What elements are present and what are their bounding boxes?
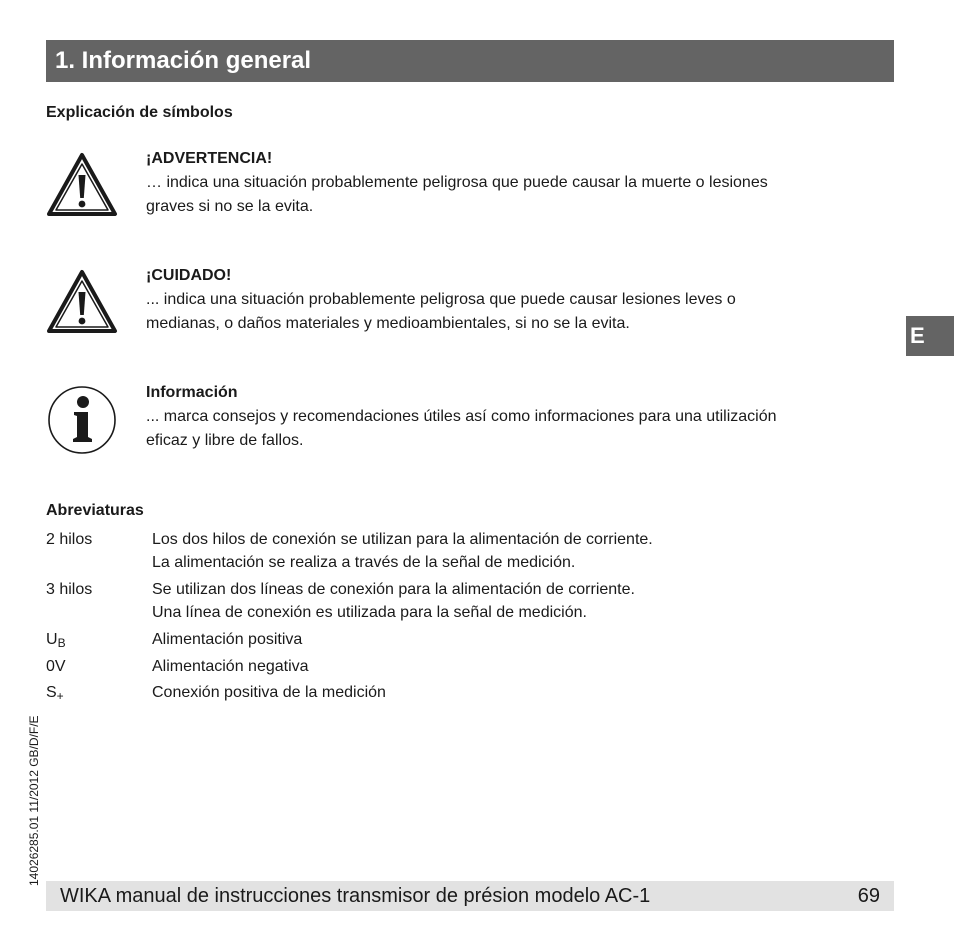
symbol-caution-text (146, 264, 886, 336)
definition-line: Conexión positiva de la medición (152, 684, 386, 701)
abbreviation-term: 3 hilos (46, 581, 93, 598)
abbreviation-definition (152, 528, 852, 574)
abbreviations-heading: Abreviaturas (46, 502, 144, 519)
abbreviation-definition (152, 578, 852, 624)
symbol-warning-text (146, 147, 886, 219)
symbol-description-line: eficaz y libre de fallos. (146, 432, 304, 449)
term-main: U (46, 631, 58, 648)
symbols-heading: Explicación de símbolos (46, 104, 233, 121)
symbol-information-text (146, 381, 886, 453)
abbreviation-term: 0V (46, 658, 66, 675)
information-icon (47, 385, 117, 460)
document-code: 14026285.01 11/2012 GB/D/F/E (27, 715, 41, 886)
definition-line: Los dos hilos de conexión se utilizan para la alimentación de corriente. (152, 531, 653, 548)
symbol-label: ¡CUIDADO! (146, 267, 232, 284)
definition-line: La alimentación se realiza a través de la señal de medición. (152, 554, 576, 571)
warning-triangle-icon (46, 151, 118, 222)
symbol-description-line: medianas, o daños materiales y medioambientales, si no se la evita. (146, 315, 630, 332)
term-main: S (46, 684, 57, 701)
symbol-description-line: ... marca consejos y recomendaciones útiles así como informaciones para una utilización (146, 408, 777, 425)
definition-line: Se utilizan dos líneas de conexión para la alimentación de corriente. (152, 581, 635, 598)
abbreviation-term (46, 681, 146, 708)
term-subscript: + (56, 689, 64, 703)
definition-line: Una línea de conexión es utilizada para la señal de medición. (152, 604, 587, 621)
page-title: 1. Información general (46, 40, 894, 82)
footer (46, 881, 894, 911)
abbreviation-definition (152, 655, 852, 678)
definition-line: Alimentación negativa (152, 658, 309, 675)
language-tab: E (906, 316, 954, 356)
symbol-description-line: … indica una situación probablemente peligrosa que puede causar la muerte o lesiones (146, 174, 768, 191)
abbreviation-term (46, 628, 146, 655)
symbol-label: ¡ADVERTENCIA! (146, 150, 273, 167)
abbreviation-definition (152, 681, 852, 704)
warning-triangle-icon (46, 268, 118, 339)
footer-title: WIKA manual de instrucciones transmisor de présion modelo AC-1 (60, 885, 651, 907)
symbol-description-line: graves si no se la evita. (146, 198, 314, 215)
abbreviation-definition (152, 628, 852, 651)
symbol-label: Información (146, 384, 238, 401)
page-number: 69 (857, 885, 880, 907)
symbol-description-line: ... indica una situación probablemente peligrosa que puede causar lesiones leves o (146, 291, 736, 308)
term-subscript: B (57, 636, 66, 650)
definition-line: Alimentación positiva (152, 631, 303, 648)
abbreviation-term: 2 hilos (46, 531, 93, 548)
